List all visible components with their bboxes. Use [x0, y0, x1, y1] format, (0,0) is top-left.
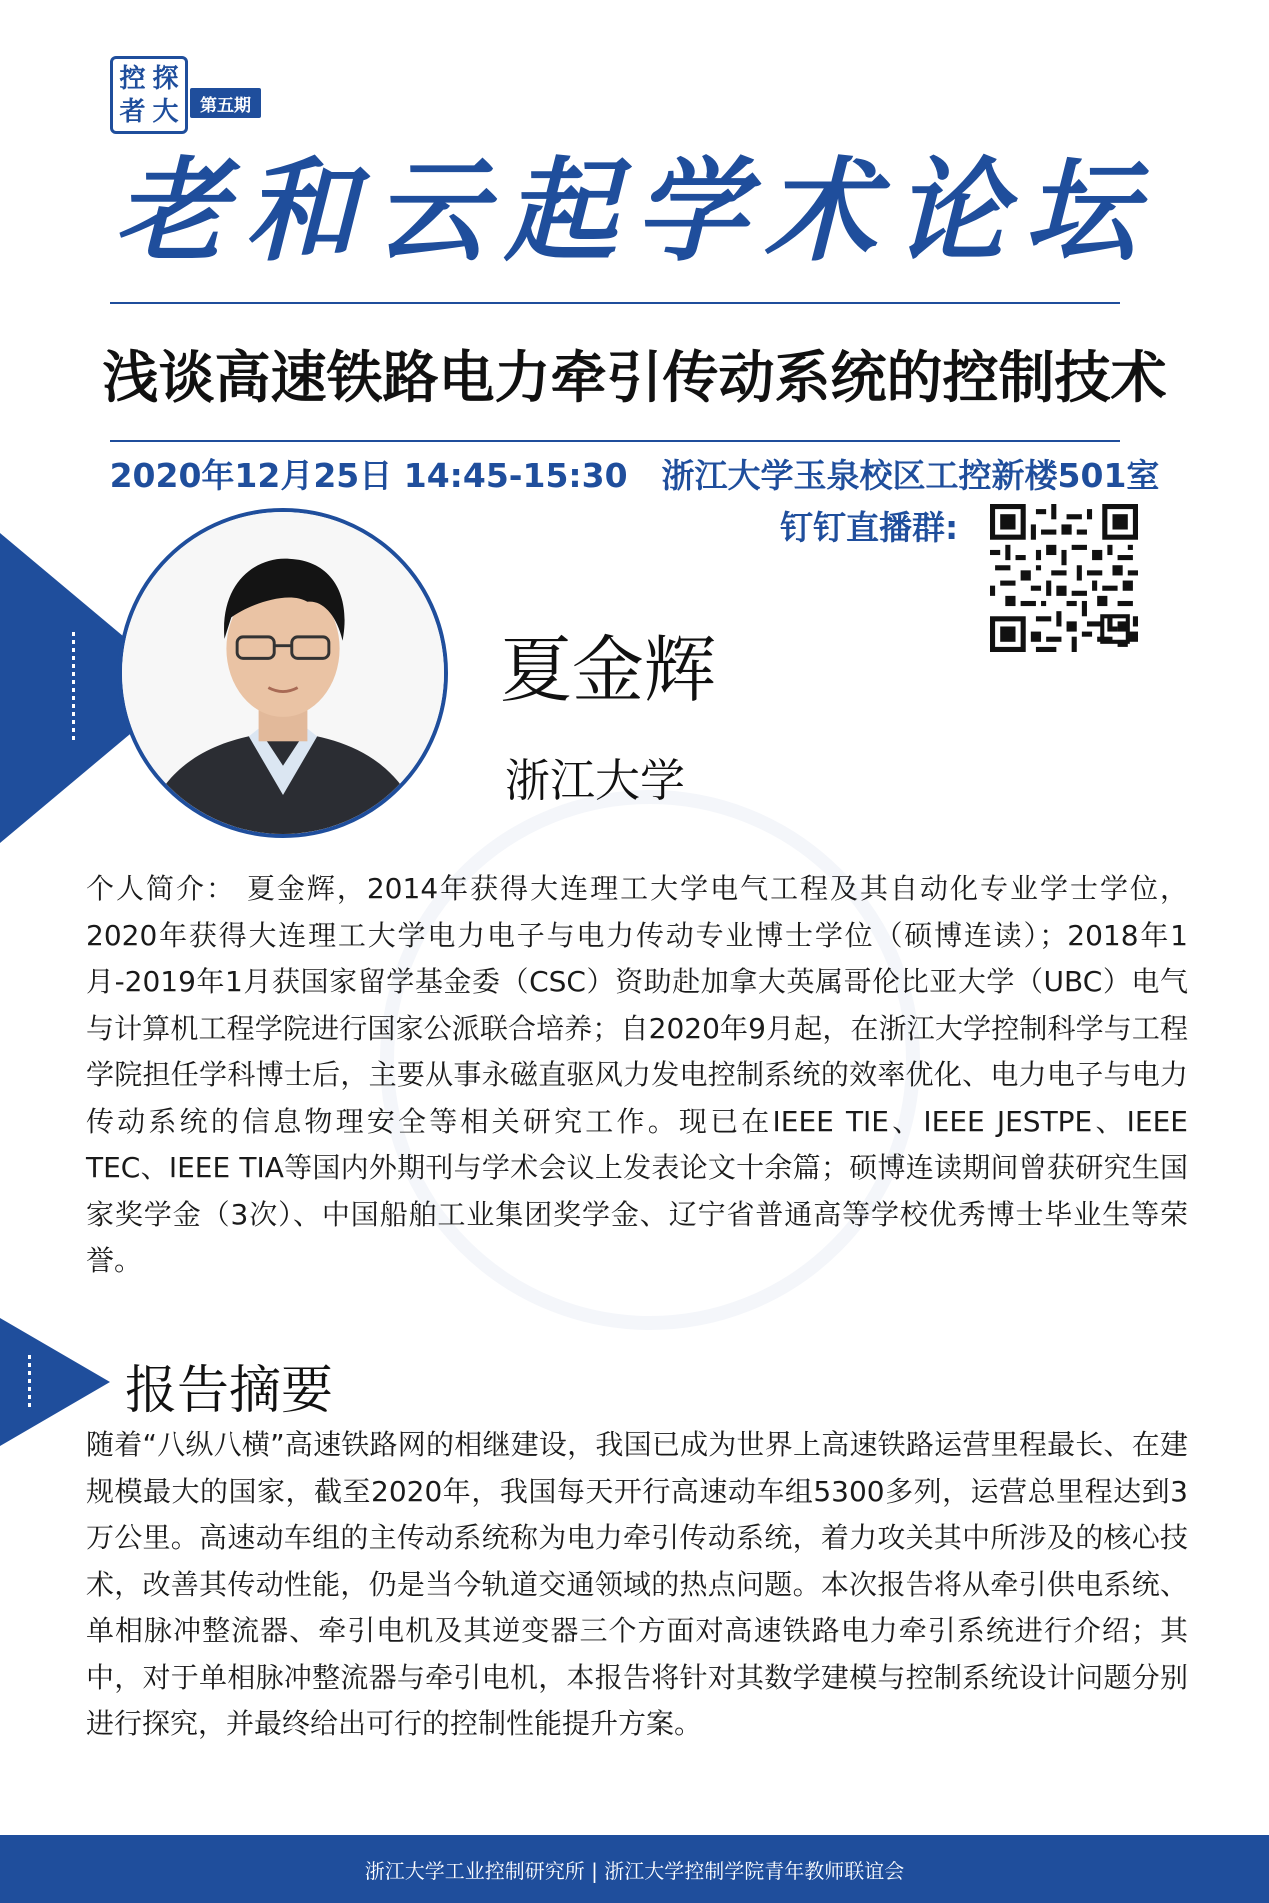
logo-char: 者 [119, 96, 146, 127]
abstract-heading: 报告摘要 [125, 1361, 334, 1421]
bio-text: 夏金辉，2014年获得大连理工大学电气工程及其自动化专业学士学位，2020年获得大连理工大学电力电子与电力传动专业博士学位（硕博连读）；2018年1月-2019年1月获国家留学基金委（CSC）资助赴加拿大英属哥伦比亚大学（UBC）电气与计算机工程学院进行国家公派联合培养；自2020年9月起，在浙江大学控制科学与工程学院担任学科博士后，主要从事永磁直驱风力发电控制系统的效率优化、电力电子与电力传动系统的信息物理安全等相关研究工作。现已在IEEE TIE、IEEE JESTPE、IEEE TEC、IEEE TIA等国内外期刊与学术会议上发表论文十余篇；硕博连读期间曾获研究生国家奖学金（3次）、中国船舶工业集团奖学金、辽宁省普通高等学校优秀博士毕业生等荣誉。 [86, 872, 1188, 1277]
title-divider-top [110, 302, 1120, 304]
footer-text: 浙江大学工业控制研究所 | 浙江大学控制学院青年教师联谊会 [364, 1858, 905, 1883]
decorative-dots [72, 632, 75, 742]
speaker-name: 夏金辉 [500, 628, 717, 712]
qr-code-icon[interactable] [990, 504, 1138, 652]
forum-logo [110, 56, 188, 134]
live-group-label: 钉钉直播群: [780, 508, 959, 547]
speaker-affiliation: 浙江大学 [505, 754, 686, 807]
footer-bar [0, 1835, 1269, 1903]
logo-char: 控 [119, 63, 146, 94]
speaker-avatar [118, 508, 448, 838]
talk-datetime: 2020年12月25日 14:45-15:30 [109, 456, 628, 495]
issue-badge: 第五期 [190, 88, 261, 118]
speaker-bio [86, 866, 1188, 1285]
forum-title: 老和云起学术论坛 [114, 146, 1155, 277]
decorative-dots [28, 1355, 31, 1407]
talk-meta [0, 450, 1269, 497]
abstract-text: 随着“八纵八横”高速铁路网的相继建设，我国已成为世界上高速铁路运营里程最长、在建规模最大的国家，截至2020年，我国每天开行高速动车组5300多列，运营总里程达到3万公里。高速动车组的主传动系统称为电力牵引传动系统，着力攻关其中所涉及的核心技术，改善其传动性能，仍是当今轨道交通领域的热点问题。本次报告将从牵引供电系统、单相脉冲整流器、牵引电机及其逆变器三个方面对高速铁路电力牵引系统进行介绍；其中，对于单相脉冲整流器与牵引电机，本报告将针对其数学建模与控制系统设计问题分别进行探究，并最终给出可行的控制性能提升方案。 [86, 1428, 1188, 1740]
logo-char: 大 [152, 96, 179, 127]
talk-venue: 浙江大学玉泉校区工控新楼501室 [661, 456, 1160, 495]
person-icon [122, 512, 444, 834]
bio-label: 个人简介： [86, 872, 236, 905]
logo-char: 探 [152, 63, 179, 94]
title-divider-bottom [110, 440, 1120, 442]
talk-title: 浅谈高速铁路电力牵引传动系统的控制技术 [102, 346, 1167, 411]
